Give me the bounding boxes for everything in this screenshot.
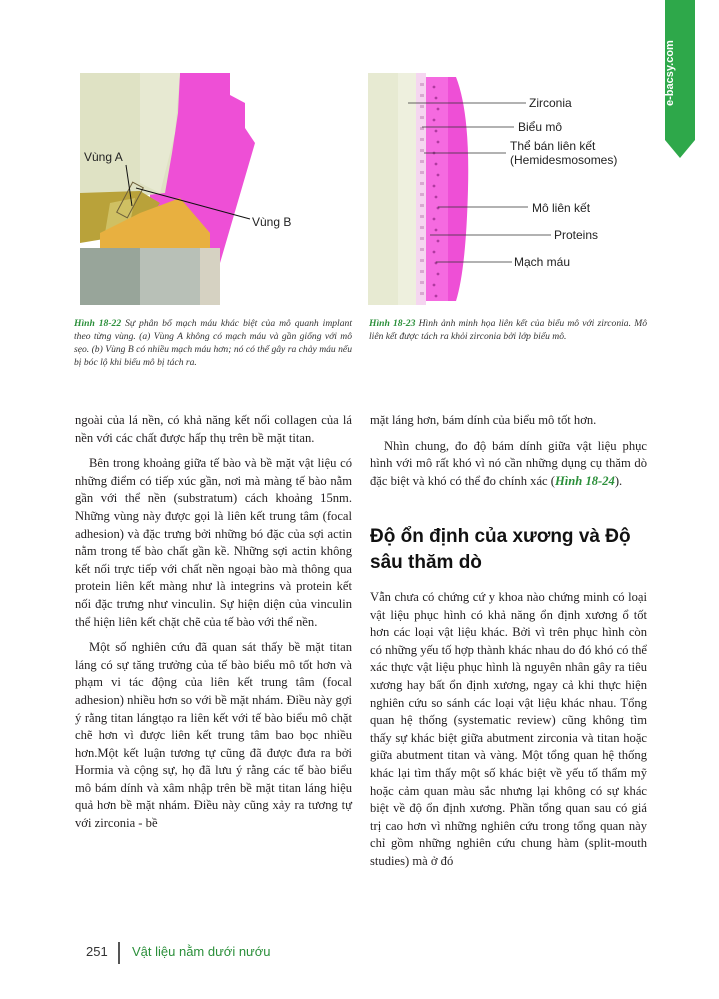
label-connective-tissue: Mô liên kết	[532, 201, 591, 215]
label-zone-b: Vùng B	[252, 215, 292, 229]
left-column	[75, 412, 352, 833]
caption-18-22-number: Hình 18-22	[74, 318, 122, 329]
left-paragraph-2: Bên trong khoảng giữa tế bào và bề mặt vật liệu có những điểm có tiếp xúc gần, nơi mà màng tế bào nằm gần với thể nền (substratum) cách khoảng 15nm. Những vùng này được gọi là liên kết trung tâm (focal adhesion) và đặc trưng bởi những bó đặc của sợi actin nằm trong tế bào chất gần kề. Những sợi actin không kết nối trực tiếp với chất nền ngoại bào mà thông qua protein liên kết màng như là integrins và protein kết nối đặc trưng như vinculin. Sự hiện diện của vinculin thể hiện liên kết chặt chẽ của tế bào với thể nền.	[75, 456, 352, 629]
right-paragraph-1: mặt láng hơn, bám dính của biểu mô tốt hơn.	[370, 413, 597, 427]
caption-18-23	[369, 317, 647, 343]
caption-18-23-number: Hình 18-23	[369, 318, 416, 329]
right-column-section	[370, 589, 647, 871]
brand-tab-text: e-bacsy.com	[664, 40, 676, 106]
label-zone-a: Vùng A	[84, 150, 123, 164]
left-paragraph-1: ngoài của lá nền, có khả năng kết nối collagen của lá nền với các chất được hấp thụ trên bề mặt titan.	[75, 413, 352, 445]
label-zirconia: Zirconia	[529, 96, 572, 110]
caption-18-23-text: Hình ảnh minh họa liên kết của biểu mô với zirconia. Mô liên kết được tách ra khỏi zirconia bởi lớp biểu mô.	[369, 318, 647, 342]
right-paragraph-2	[370, 438, 647, 491]
label-hemidesmosome-en: (Hemidesmosomes)	[510, 153, 618, 167]
right-paragraph-2-end: ).	[614, 473, 623, 488]
right-column-top	[370, 412, 647, 490]
label-epithelium: Biểu mô	[518, 120, 563, 134]
section-heading: Độ ổn định của xương và Độ sâu thăm dò	[370, 526, 631, 573]
label-blood-vessel: Mạch máu	[514, 255, 571, 269]
label-hemidesmosome: Thể bán liên kết	[510, 139, 596, 153]
page-number: 251	[86, 944, 108, 959]
footer-chapter-title: Vật liệu nằm dưới nướu	[132, 944, 271, 959]
figure-reference-18-24[interactable]: Hình 18-24	[555, 473, 615, 488]
footer-divider	[118, 942, 120, 964]
label-proteins: Proteins	[554, 228, 599, 242]
figure-18-23-leader-lines	[368, 73, 688, 305]
right-paragraph-2-text: Nhìn chung, đo độ bám dính giữa vật liệu phục hình với mô rất khó vì nó cần những dụng cụ thăm dò đặc biệt và khó có thể đo chính xác (	[370, 438, 647, 488]
caption-18-22	[74, 317, 352, 369]
caption-18-22-text: Sự phân bố mạch máu khác biệt của mô quanh implant theo từng vùng. (a) Vùng A không có mạch máu và gần giống với mô sẹo. (b) Vùng B có nhiều mạch máu hơn; nó có thể gây ra chảy máu nếu bị bóc lộ khi biểu mô bị tách ra.	[74, 318, 352, 368]
left-paragraph-3: Một số nghiên cứu đã quan sát thấy bề mặt titan láng có sự tăng trưởng của tế bào biểu mô tốt hơn và phạm vi tác động của liên kết trung tâm (focal adhesion) nhiều hơn so với bề mặt nhám. Điều này gợi ý rằng titan lángtạo ra liên kết với tế bào biểu mô chặt chẽ hơn vì được liên kết trung tâm bao bọc nhiều hơn.Một kết luận tương tự cũng đã được đưa ra bởi Hormia và cộng sự, họ đã lưu ý rằng các tế bào biểu mô bám dính và xâm nhập trên bề mặt titan láng hiệu quả hơn bề mặt nhám. Điều này cũng xảy ra tương tự với zirconia - bề	[75, 640, 352, 831]
figure-18-22-leader-lines	[80, 73, 355, 305]
right-paragraph-3: Vẫn chưa có chứng cứ y khoa nào chứng minh có loại vật liệu phục hình có khả năng ổn định xương ổ tốt hơn các loại vật liệu khác. Bởi vì trên phục hình còn có những yếu tố hợp thành khác nhau do đó khó có thể xác thực vật liệu phục hình là nguyên nhân gây ra tiêu xương hay bất ổn định xương, ngay cả khi thực hiện nghiên cứu so sánh các loại vật liệu khác nhau. Tổng quan hệ thống (systematic review) cũng không tìm thấy sự khác biệt giữa abutment zirconia và titan hoặc giữa abutment titan và vàng. Một tổng quan hệ thống khác lại tìm thấy một số khác biệt về yếu tố thẩm mỹ hoặc cảm quan màu sắc nhưng lại không có sự khác biệt về độ ổn định xương. Phần tổng quan sau có giá trị cao hơn vì những nghiên cứu trong tổng quan này chỉ gồm những nghiên cứu chung hàm (split-mouth studies) mà ở đó	[370, 590, 647, 868]
